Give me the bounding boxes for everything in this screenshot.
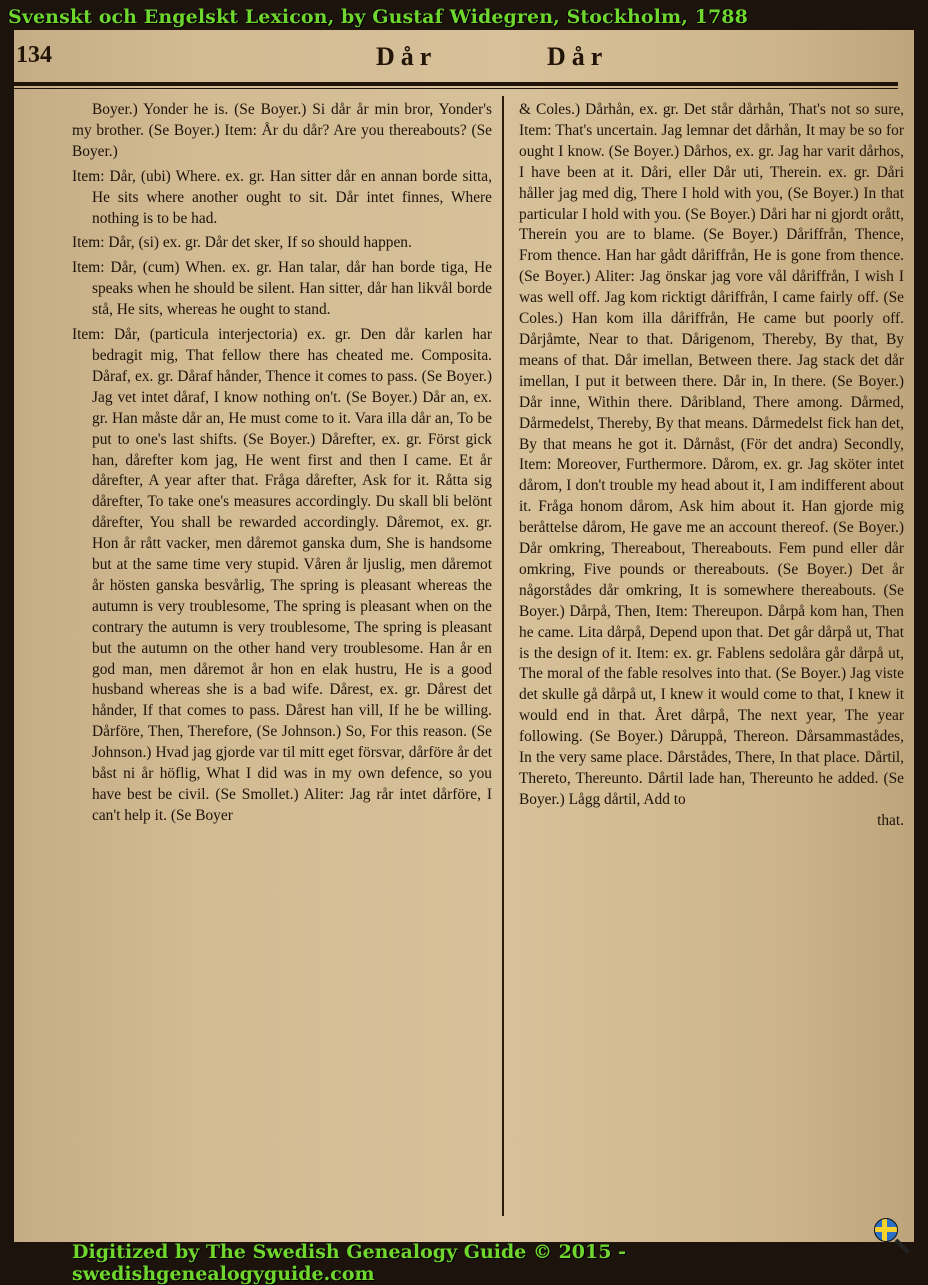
entry-dar-when: Item: Dår, (cum) When. ex. gr. Han talar, dår han borde tiga, He speaks when he should be silent. Han sitter, dår han likvål borde stå, He sits, whereas he ought to stand. — [72, 259, 492, 319]
entry-dar-interjection: Item: Dår, (particula interjectoria) ex. gr. Den dår karlen har bedragit mig, That fellow there has cheated me. Composita. Dåraf, ex. gr. Dåraf hånder, Thence it comes to pass. (Se Boyer.) Jag vet intet dåraf, I know nothing on't. (Se Boyer.) Dår an, ex. gr. Han måste dår an, He must come to it. Vara illa dår an, To be put to one's last shifts. (Se Boyer.) Dårefter, ex. gr. Först gick han, dårefter kom jag, He went first and then I came. Et år dårefter, A year after that. Fråga dårefter, Ask for it. Råtta sig dårefter, To take one's measures accordingly. Du skall bli belönt dårefter, You shall be rewarded accordingly. Dåremot, ex. gr. Hon år rått vacker, men dåremot ganska dum, She is handsome but at the same time very stupid. Våren år ljuslig, men dåremot år hösten ganska besvårlig, The spring is pleasant whereas the autumn is very troublesome, The spring is pleasant when on the contrary the autumn is very troublesome, The spring is pleasant but the autumn on the other hand very troublesome. Han år en god man, men dåremot år hon en elak hustru, He is a good husband whereas she is a bad wife. Dårest, ex. gr. Dårest det hånder, If that comes to pass. Dårest han vill, If he be willing. Dårföre, Then, Therefore, (Se Johnson.) So, For this reason. (Se Johnson.) Hvad jag gjorde var til mitt eget försvar, dårföre år det båst ni år höflig, What I did was in my own defence, so you have best be civil. (Se Smollet.) Aliter: Jag rår intet dårföre, I can't help it. (Se Boyer — [72, 326, 492, 824]
entry-dar-if: Item: Dår, (si) ex. gr. Dår det sker, If so should happen. — [72, 234, 412, 252]
page-number: 134 — [16, 42, 52, 68]
entry-dar-where: Item: Dår, (ubi) Where. ex. gr. Han sitter dår en annan borde sitta, He sits where another ought to sit. Dår intet finnes, Where nothing is to be had. — [72, 167, 492, 227]
entry-last-word: that. — [877, 811, 904, 829]
page-header — [14, 30, 914, 90]
digitizer-title-banner: Svenskt och Engelskt Lexicon, by Gustaf Widegren, Stockholm, 1788 — [8, 6, 748, 28]
header-rule-thin — [14, 88, 898, 89]
right-column — [519, 100, 904, 832]
swedish-flag-icon — [874, 1218, 898, 1242]
entry-continued: Boyer.) Yonder he is. (Se Boyer.) Si dår år min bror, Yonder's my brother. (Se Boyer.) Item: År du dår? Are you thereabouts? (Se Boyer.) — [72, 101, 492, 160]
book-page — [14, 30, 914, 1242]
digitizer-footer-credit: Digitized by The Swedish Genealogy Guide © 2015 - swedishgenealogyguide.com — [72, 1241, 626, 1285]
running-head-right: Dår — [547, 42, 609, 71]
left-column — [72, 100, 492, 827]
column-divider — [502, 96, 504, 1216]
running-head-left: Dår — [376, 42, 438, 71]
entry-composita-continued: & Coles.) Dårhån, ex. gr. Det står dårhån, That's not so sure, Item: That's uncertain. Jag lemnar det dårhån, It may be so for ought I know. (Se Boyer.) Dårhos, ex. gr. Jag har varit dårhos, I have been at it. Dåri, eller Dår uti, Therein. ex. gr. Dåri håller jag med dig, There I hold with you, (Se Boyer.) In that particular I hold with you. (Se Boyer.) Dåri har ni gjordt orått, Therein you are to blame. (Se Boyer.) Dåriffrån, Thence, From thence. Han har gådt dåriffrån, He is gone from thence. (Se Boyer.) Aliter: Jag önskar jag vore vål dåriffrån, I wish I was well off. Jag kom ricktigt dåriffrån, I came fairly off. (Se Coles.) Han kom illa dåriffrån, He came but poorly off. Dårjåmte, Near to that. Dårigenom, Thereby, By that, By means of that. Dår imellan, Between there. Jag stack det dår imellan, I put it between there. Dår in, In there. (Se Boyer.) Dår inne, Within there. Dåribland, There among. Dårmed, Dårmedelst, Thereby, By that means. Dårmedelst fick han det, By that means he got it. Dårnåst, (För det andra) Secondly, Item: Moreover, Furthermore. Dårom, ex. gr. Jag sköter intet dårom, I don't trouble my head about it, I am indifferent about it. Fråga honom dårom, Ask him about it. Han gjorde mig beråttelse dårom, He gave me an account thereof. (Se Boyer.) Dår omkring, Thereabout, Thereabouts. Fem pund eller dår omkring, Five pounds or thereabouts. (Se Boyer.) Det år någorstådes dår omkring, It is somewhere thereabouts. (Se Boyer.) Dårpå, Then, Item: Thereupon. Dårpå kom han, Then he came. Lita dårpå, Depend upon that. Det går dårpå ut, That is the design of it. Item: ex. gr. Fablens sedolåra går dårpå ut, The moral of the fable resolves into that. (Se Boyer.) Jag viste det skulle gå dårpå ut, I knew it would come to that, I knew it would end in that. Året dårpå, The next year, The year following. (Se Boyer.) Dåruppå, Thereon. Dårsammastådes, In the very same place. Dårstådes, There, In that place. Dårtil, Thereto, Thereunto. Dårtil lade han, Thereunto he added. (Se Boyer.) Lågg dårtil, Add to — [519, 101, 904, 808]
header-rule — [14, 82, 898, 86]
